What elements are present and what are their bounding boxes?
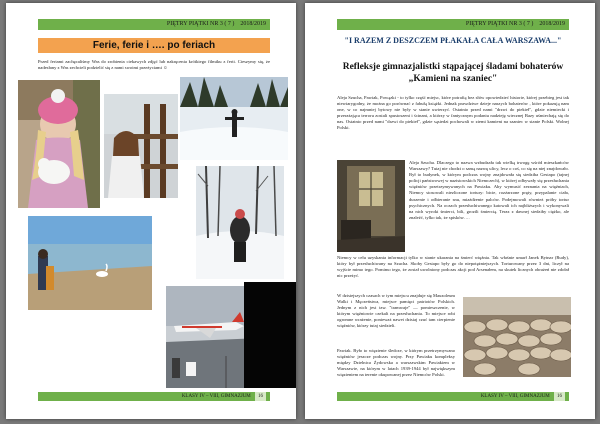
paragraph-4: W dzisiejszych czasach w tym miejscu znajduje się Mauzoleum Walki i Męczeństwa, miejsce pamięci patriotów Polskich. Jednym z nich jest tzw. "tramwaje" — pomieszczenie, w którym więźniowie czekali na przesłuchania. To miejsce robi ogromne wrażenie, ponieważ nawet dzisiaj czuć tam cierpienie więźniów, którzy tutaj siedzieli. [337,293,455,329]
header-year: 2018/2019 [539,21,565,27]
photo-sandbags [463,297,571,377]
photo-snowy-path [180,77,288,160]
paragraph-3: Niemcy w celu uzyskania informacji tylko w stanie ukarania na śmierć więźnia. Tak właśnie umarł Janek Bytnar (Rudy), który był przesłuchiwany na Szucha. Skoby Gestapo były go do niepotężniejszych. Torturowany przez 3 dni, liczył na wyjście mimo tego. Pomimo tego, że został uwolniony podczas akcji pod Arsenałem, na skutek licznych obrażeń nie zdołał nic przeżyć. [337,255,569,279]
page-footer [38,392,270,401]
photo-prison-cell [337,160,405,252]
article-title: Ferie, ferie i …. po feriach [38,38,270,53]
photo-girl-with-cat [18,80,100,208]
page-header [38,19,270,30]
paragraph-2: Aleja Szucha. Dlaczego to nazwa wzbudzała tak wielką trwogę wśród mieszkańców Warszawy? Tutaj nie chodzi o samą nazwę ulicy, lecz o coś, co się na niej znajdowało. Był to budynek, w którym podczas wojny znajdowała się siedziba Gestapo (tajnej policji państwowej w nazistowskich Niemczech), w której odbywały się przesłuchania więźniów przetrzymywanych na Pawiaku. Aby wymusić zeznania na więźniach, Niemcy stosowali niezliczone tortury: bicie, rozżarzone pręty, przypalanie ciała, duszenie i odbieranie snu, miażdżenie palców. Podejmowali również próby tortur psychicznych. Na oczach przesłuchiwanego katowali ich najbliższych i wykonywali na nich wyroki śmierci, bili, grozili śmiercią. Teraz z dawnej siedziby ciężko, ale znaleźć, tylko tak, że spisków…. [409,160,569,220]
footer-label: KLASY IV – VIII, GIMNAZJUM [181,394,251,399]
right-page [305,3,595,419]
footer-label: KLASY IV – VIII, GIMNAZJUM [480,394,550,399]
paragraph-5: Pawiak. Było to więzienie śledcze, w którym przetrzymywano więźniów jeszcze podczas wojny. Przy Pawiaku kompleksy między Dzielnica Żydowska a warszawskim Pawiakiem w Warszawie, na którym w latach 1939-1944 był największym więzieniem na terenie okupowanej przez Niemców Polski. [337,348,455,378]
photo-black-frame [244,282,296,388]
header-issue: PIĘTRY PIĄTKI NR 3 ( 7 ) [166,21,235,27]
intro-text: Przed feriami zachęcaliśmy Was do zrobienia ciekawych zdjęć lub nakręcenia krótkiego filmiku z ferii. Cieszymy się, że nadesłany z Was zechcieli podzielić się z nami swoimi przeżyciami ☺ [38,59,270,71]
page-number: 16 [255,392,266,401]
paragraph-1: Aleja Szucha, Pawiak, Powązki - to tylko część miejsc, które potrafią bez słów opowiedzieć historie, której przebieg jest tak niewiarygodny, że można go porównać z fabułą książki. Jednak prawdziwe dzieje naszych bohaterów , które pokazują nam one, w co najmniej bytowy nie były w stanie uwierzyć. Ostatnio przed nami "drzwi do piekieł", gdzie niemiecki i przerażająca terroru zostali spustoszeni i ścinani, a którzy w fantycznym podaniu nadzieję wiecznej Bazy uśmiechają się do nas. Ostatnio przed nami "drzwi do piekieł", gdzie sąsiedzi pochowali w ziemi kamieni na szaniec w stanie Polski. Wolnej Polski. [337,95,569,131]
article-quote: "I RAZEM Z DESZCZEM PŁAKAŁA CAŁA WARSZAWA..." [344,36,562,45]
article-title: Refleksje gimnazjalistki stąpającej śladami bohaterów „Kamieni na szaniec" [342,62,564,84]
page-number: 16 [554,392,565,401]
photo-girl-by-fence [104,94,178,198]
left-page [6,3,296,419]
photo-seaside [28,216,152,310]
header-issue: PIĘTRY PIĄTKI NR 3 ( 7 ) [465,21,534,27]
photo-snowy-forest [196,166,284,279]
page-header [337,19,569,30]
page-footer [337,392,569,401]
header-year: 2018/2019 [240,21,266,27]
